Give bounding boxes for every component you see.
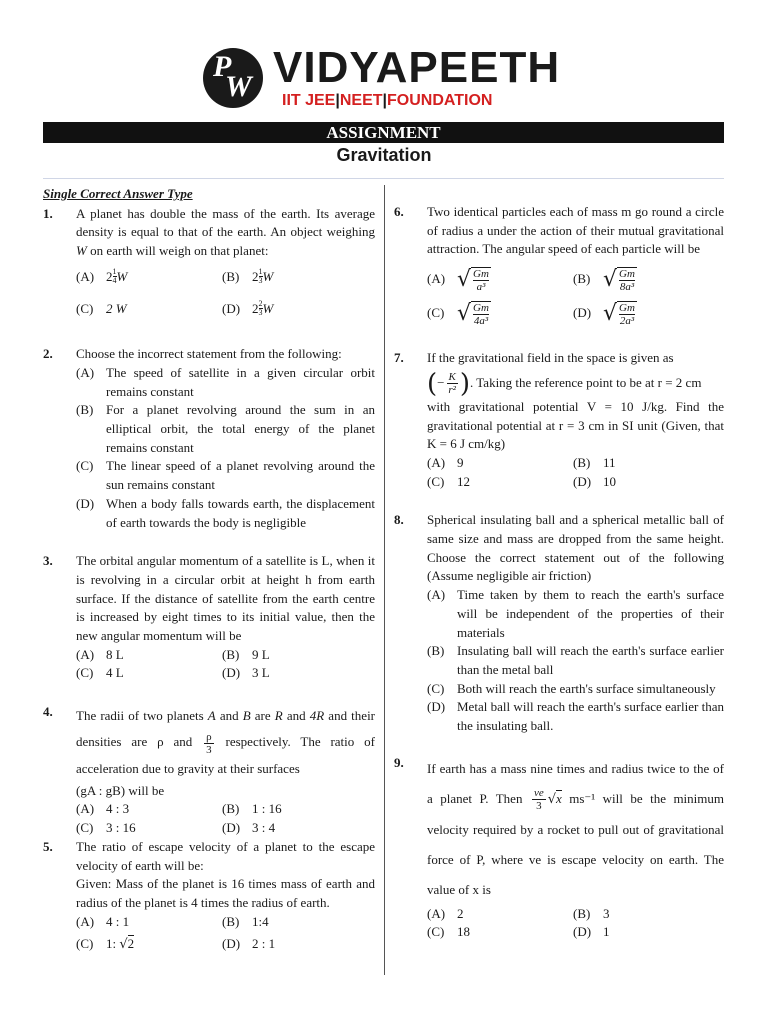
option-a[interactable]: (A) The speed of satellite in a given circular orbit remains constant bbox=[76, 364, 375, 399]
option-a[interactable]: (A) 9 bbox=[427, 454, 464, 470]
option-b[interactable]: (B) 9 L bbox=[222, 646, 270, 662]
option-b[interactable]: (B) 11 bbox=[573, 454, 616, 470]
question-number: 8. bbox=[394, 512, 404, 528]
question-stem: If the gravitational field in the space is given as bbox=[427, 350, 674, 366]
assignment-bar: ASSIGNMENT bbox=[43, 122, 724, 143]
question-stem: If earth has a mass nine times and radius twice to the of a planet P. Then $\frac{ve}{3}$ √x ms⁻¹ will be the minimum velocity required by a rocket to pull out of gravitational force of P, where ve is escape velocity on earth. The value of x is bbox=[427, 760, 724, 897]
rho-fraction: $\frac{\rho}{3}$ bbox=[206, 730, 212, 756]
option-c[interactable]: (C) √ Gm 4a³ bbox=[427, 301, 489, 328]
question-stem: A planet has double the mass of the earth. Its average density is equal to that of the earth. An object weighing W on earth will weigh on that planet: bbox=[76, 205, 375, 259]
pw-logo bbox=[203, 48, 263, 108]
question-stem-ratio: (gA : gB) will be bbox=[76, 782, 165, 798]
question-8 bbox=[394, 511, 724, 735]
option-a[interactable]: (A) 8 L bbox=[76, 646, 124, 662]
logo-letter-p: P bbox=[213, 50, 232, 83]
option-a[interactable]: (A) 2 $^{\frac{1}{4}}$ W bbox=[76, 266, 128, 285]
option-b[interactable]: (B) √ Gm 8a³ bbox=[573, 267, 635, 294]
question-2 bbox=[43, 345, 375, 532]
question-3 bbox=[43, 552, 375, 683]
option-c[interactable]: (C) 4 L bbox=[76, 665, 124, 681]
option-a[interactable]: (A) 4 : 1 bbox=[76, 913, 130, 929]
option-a[interactable]: (A) Time taken by them to reach the earth's surface will be independent of the properties of their materials bbox=[427, 587, 724, 640]
option-d[interactable]: (D) 2 : 1 bbox=[222, 936, 276, 952]
option-a[interactable]: (A) √ Gm a³ bbox=[427, 267, 489, 294]
options bbox=[76, 268, 375, 318]
option-b[interactable]: (B) 1 : 16 bbox=[222, 801, 282, 817]
question-6 bbox=[394, 203, 724, 331]
question-4 bbox=[43, 703, 375, 838]
option-b[interactable]: (B) 1:4 bbox=[222, 913, 269, 929]
question-given: Given: Mass of the planet is 16 times mass of earth and radius of the planet is 4 times the radius of earth. bbox=[76, 876, 375, 910]
question-number: 9. bbox=[394, 754, 404, 770]
sub-foundation: FOUNDATION bbox=[387, 92, 493, 109]
option-d[interactable]: (D) √ Gm 2a³ bbox=[573, 301, 635, 328]
column-divider bbox=[384, 185, 385, 975]
question-number: 3. bbox=[43, 553, 53, 569]
option-d[interactable]: (D) 1 bbox=[573, 924, 610, 940]
question-stem-cont: with gravitational potential V = 10 J/kg. Find the gravitational potential at r = 3 cm in SI unit (Given, that K = 6 J cm/kg) bbox=[427, 398, 724, 452]
option-c[interactable]: (C) The linear speed of a planet revolving around the sun remains constant bbox=[76, 458, 375, 493]
question-9 bbox=[394, 754, 724, 942]
header-divider bbox=[43, 178, 724, 179]
left-column bbox=[43, 185, 375, 955]
sub-neet: NEET bbox=[339, 92, 383, 109]
question-number: 2. bbox=[43, 346, 53, 362]
sub-iit: IIT JEE bbox=[282, 92, 336, 109]
question-stem: The radii of two planets A and B are R and 4R and their densities are ρ and $\frac{\rho}{3}$ respectively. The ratio of acceleration due to gravity at their surfaces bbox=[76, 708, 376, 776]
option-d[interactable]: (D) Metal ball will reach the earth's surface earlier than the insulating ball. bbox=[427, 699, 724, 734]
question-stem: The ratio of escape velocity of a planet to the escape velocity of earth will be: bbox=[76, 838, 375, 873]
question-stem: Choose the incorrect statement from the following: bbox=[76, 346, 342, 362]
option-d[interactable]: (D) 3 L bbox=[222, 665, 270, 681]
option-c[interactable]: (C) 1: √2 bbox=[76, 936, 135, 953]
option-b[interactable]: (B) 3 bbox=[573, 905, 610, 921]
option-d[interactable]: (D) When a body falls towards earth, the displacement of earth towards the body is negligible bbox=[76, 495, 375, 530]
option-d[interactable]: (D) 10 bbox=[573, 473, 616, 489]
question-5 bbox=[43, 838, 375, 955]
option-c[interactable]: (C) 3 : 16 bbox=[76, 820, 136, 836]
brand-name: VIDYAPEETH bbox=[273, 43, 561, 92]
option-c[interactable]: (C) 18 bbox=[427, 924, 470, 940]
question-1 bbox=[43, 205, 375, 319]
question-stem: Spherical insulating ball and a spherical metallic ball of same size and mass are dropped from the same height. Choose the correct statement out of the following (Assume negligible air friction) bbox=[427, 512, 724, 584]
question-number: 5. bbox=[43, 838, 53, 854]
option-d[interactable]: (D) 2 $^{\frac{2}{3}}$ W bbox=[222, 298, 274, 317]
section-title: Single Correct Answer Type bbox=[43, 186, 193, 201]
brand-subtitle bbox=[282, 92, 492, 110]
options bbox=[76, 364, 375, 532]
option-d[interactable]: (D) 3 : 4 bbox=[222, 820, 276, 836]
logo-letter-w: W bbox=[225, 70, 252, 103]
question-number: 6. bbox=[394, 204, 404, 219]
option-c[interactable]: (C) 2 W bbox=[76, 300, 127, 316]
option-a[interactable]: (A) 2 bbox=[427, 905, 464, 921]
question-number: 7. bbox=[394, 350, 404, 366]
option-b[interactable]: (B) For a planet revolving around the sum in an elliptical orbit, the total energy of the planet remains constant bbox=[76, 402, 375, 455]
option-b[interactable]: (B) 2 $^{\frac{1}{3}}$ W bbox=[222, 266, 274, 285]
options bbox=[427, 586, 724, 736]
option-c[interactable]: (C) Both will reach the earth's surface simultaneously bbox=[427, 680, 716, 696]
right-column bbox=[394, 203, 724, 942]
field-expression: (− $\frac{K}{\text{r²}}$ ). Taking the reference point to be at r = 2 cm bbox=[427, 368, 702, 399]
question-stem: Two identical particles each of mass m go round a circle of radius a under the action of their mutual gravitational attraction. The angular speed of each particle will be bbox=[427, 204, 724, 257]
question-number: 1. bbox=[43, 205, 53, 221]
page-title: Gravitation bbox=[336, 145, 432, 165]
option-b[interactable]: (B) Insulating ball will reach the earth's surface earlier than the metal ball bbox=[427, 643, 724, 677]
option-c[interactable]: (C) 12 bbox=[427, 473, 470, 489]
question-stem: The orbital angular momentum of a satellite is L, when it is revolving in a circular orbit at height h from earth surface. If the distance of satellite from the earth centre is increased by eight times to its initial value, then the new angular momentum will be bbox=[76, 553, 375, 644]
question-number: 4. bbox=[43, 704, 53, 720]
option-a[interactable]: (A) 4 : 3 bbox=[76, 801, 130, 817]
question-7 bbox=[394, 349, 724, 491]
sub-separator: | bbox=[335, 92, 340, 109]
sub-separator: | bbox=[382, 92, 387, 109]
